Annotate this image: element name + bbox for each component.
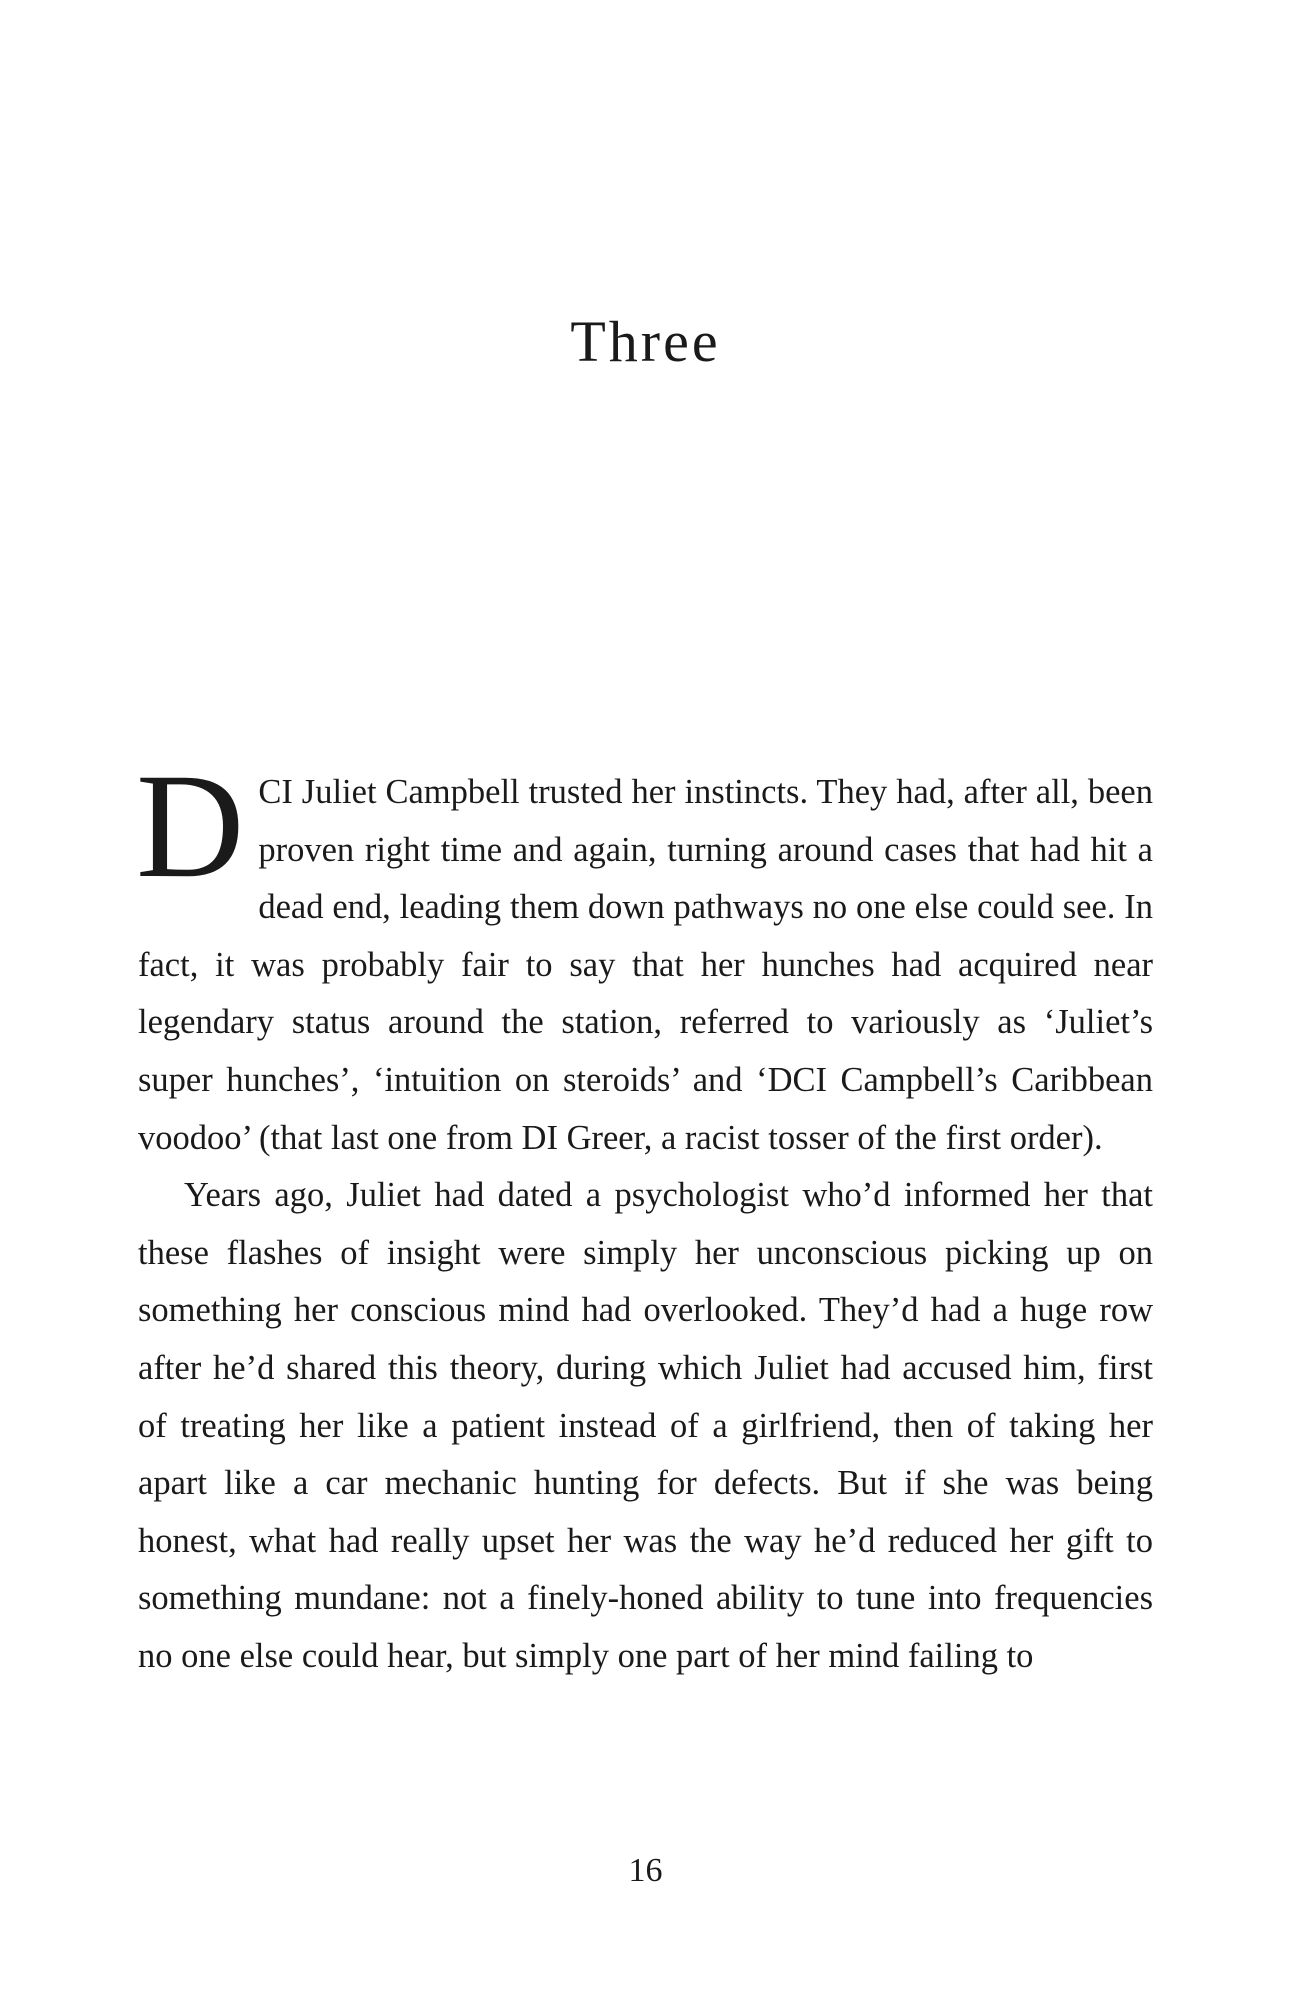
drop-cap: D — [136, 743, 245, 909]
chapter-title: Three — [570, 309, 721, 374]
paragraph-second: Years ago, Juliet had dated a psychologist who’d informed her that these flashes of insight were simply her unconscious picking up on something her conscious mind had overlooked. They’d had a huge row after he’d shared this theory, during which Juliet had accused him, first of treating her like a patient instead of a girlfriend, then of taking her apart like a car mechanic hunting for defects. But if she was being honest, what had really upset her was the way he’d reduced her gift to something mundane: not a finely-honed ability to tune into frequencies no one else could hear, but simply one part of her mind failing to — [138, 1176, 1153, 1675]
paragraph-first — [136, 743, 1153, 1167]
paragraph-first-text: CI Juliet Campbell trusted her instincts. They had, after all, been proven right time and again, turning around cases that had hit a dead end, leading them down pathways no one else could see. In fact, it was probably fair to say that her hunches had acquired near legendary status around the station, referred to variously as ‘Juliet’s super hunches’, ‘intuition on steroids’ and ‘DCI Campbell’s Caribbean voodoo’ (that last one from DI Greer, a racist tosser of the first order). — [138, 773, 1153, 1157]
page-number: 16 — [628, 1852, 663, 1889]
body-text — [136, 743, 1153, 1686]
